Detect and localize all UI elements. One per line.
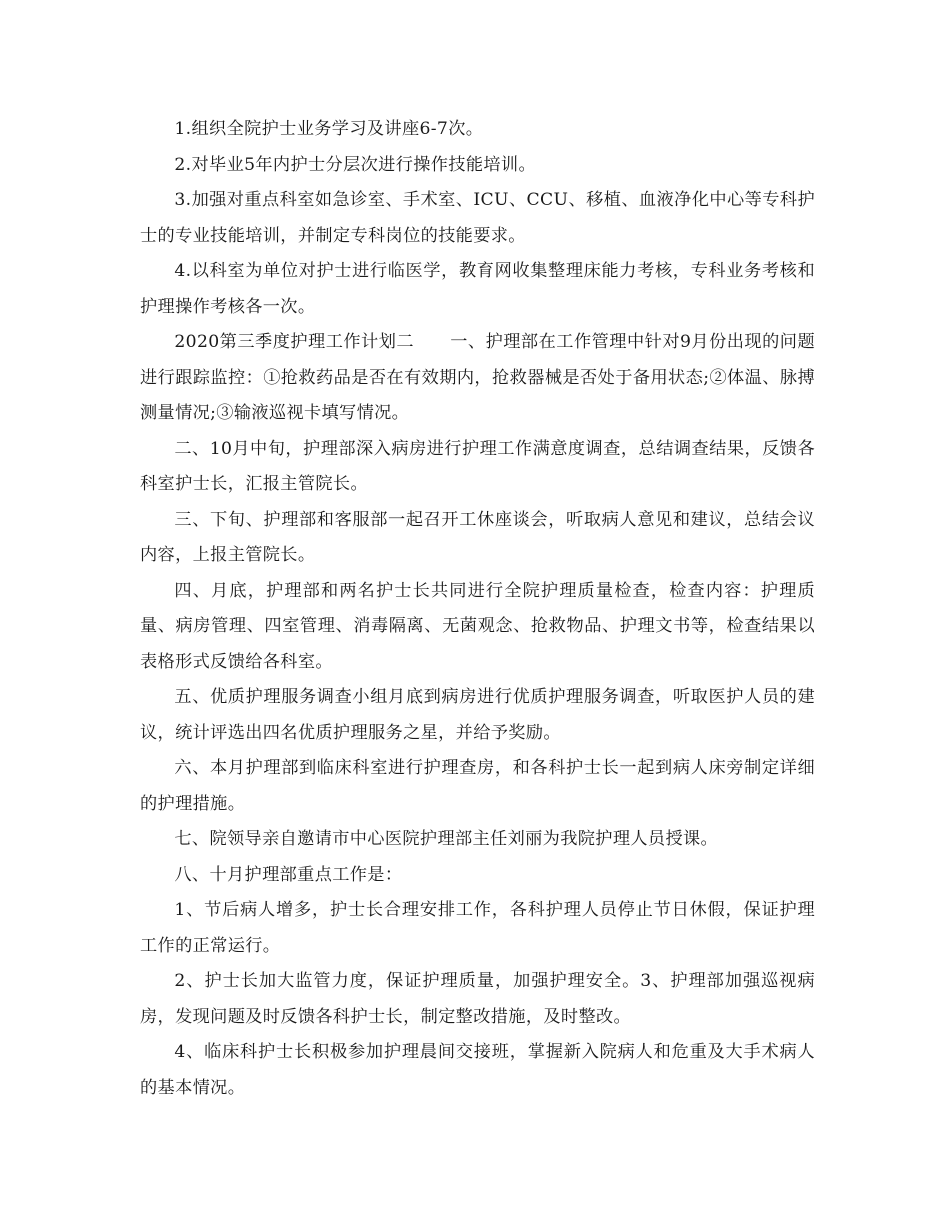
paragraph: 4、临床科护士长积极参加护理晨间交接班，掌握新入院病人和危重及大手术病人的基本情况。: [140, 1042, 815, 1098]
paragraph: 五、优质护理服务调查小组月底到病房进行优质护理服务调查，听取医护人员的建议，统计评选出四名优质护理服务之星，并给予奖励。: [140, 687, 815, 743]
section-title: 2020第三季度护理工作计划二: [174, 332, 415, 352]
paragraph: 2.对毕业5年内护士分层次进行操作技能培训。: [174, 154, 536, 175]
paragraph: 二、10月中旬，护理部深入病房进行护理工作满意度调查，总结调查结果，反馈各科室护士长，汇报主管院长。: [140, 438, 815, 494]
paragraph: 4.以科室为单位对护士进行临医学，教育网收集整理床能力考核，专科业务考核和护理操作考核各一次。: [140, 261, 815, 317]
paragraph: 2、护士长加大监管力度，保证护理质量，加强护理安全。3、护理部加强巡视病房，发现问题及时反馈各科护士长，制定整改措施，及时整改。: [140, 971, 815, 1027]
document-body: [140, 112, 815, 1106]
section-first-paragraph: 一、护理部在工作管理中针对9月份出现的问题进行跟踪监控：①抢救药品是否在有效期内，抢救器械是否处于备用状态;②体温、脉搏测量情况;③输液巡视卡填写情况。: [140, 332, 815, 423]
paragraph: 1.组织全院护士业务学习及讲座6-7次。: [174, 119, 484, 139]
paragraph: 1、节后病人增多，护士长合理安排工作，各科护理人员停止节日休假，保证护理工作的正常运行。: [140, 900, 815, 956]
paragraph: 八、十月护理部重点工作是：: [174, 864, 403, 885]
paragraph: 六、本月护理部到临床科室进行护理查房，和各科护士长一起到病人床旁制定详细的护理措施。: [140, 758, 815, 814]
paragraph: 七、院领导亲自邀请市中心医院护理部主任刘丽为我院护理人员授课。: [174, 829, 719, 849]
paragraph: 四、月底，护理部和两名护士长共同进行全院护理质量检查，检查内容：护理质量、病房管理、四室管理、消毒隔离、无菌观念、抢救物品、护理文书等，检查结果以表格形式反馈给各科室。: [140, 580, 815, 672]
section-paragraph: [140, 325, 815, 432]
paragraph: 3.加强对重点科室如急诊室、手术室、ICU、CCU、移植、血液净化中心等专科护士的专业技能培训，并制定专科岗位的技能要求。: [140, 190, 815, 246]
paragraph: 三、下旬、护理部和客服部一起召开工休座谈会，听取病人意见和建议，总结会议内容，上报主管院长。: [140, 509, 815, 565]
